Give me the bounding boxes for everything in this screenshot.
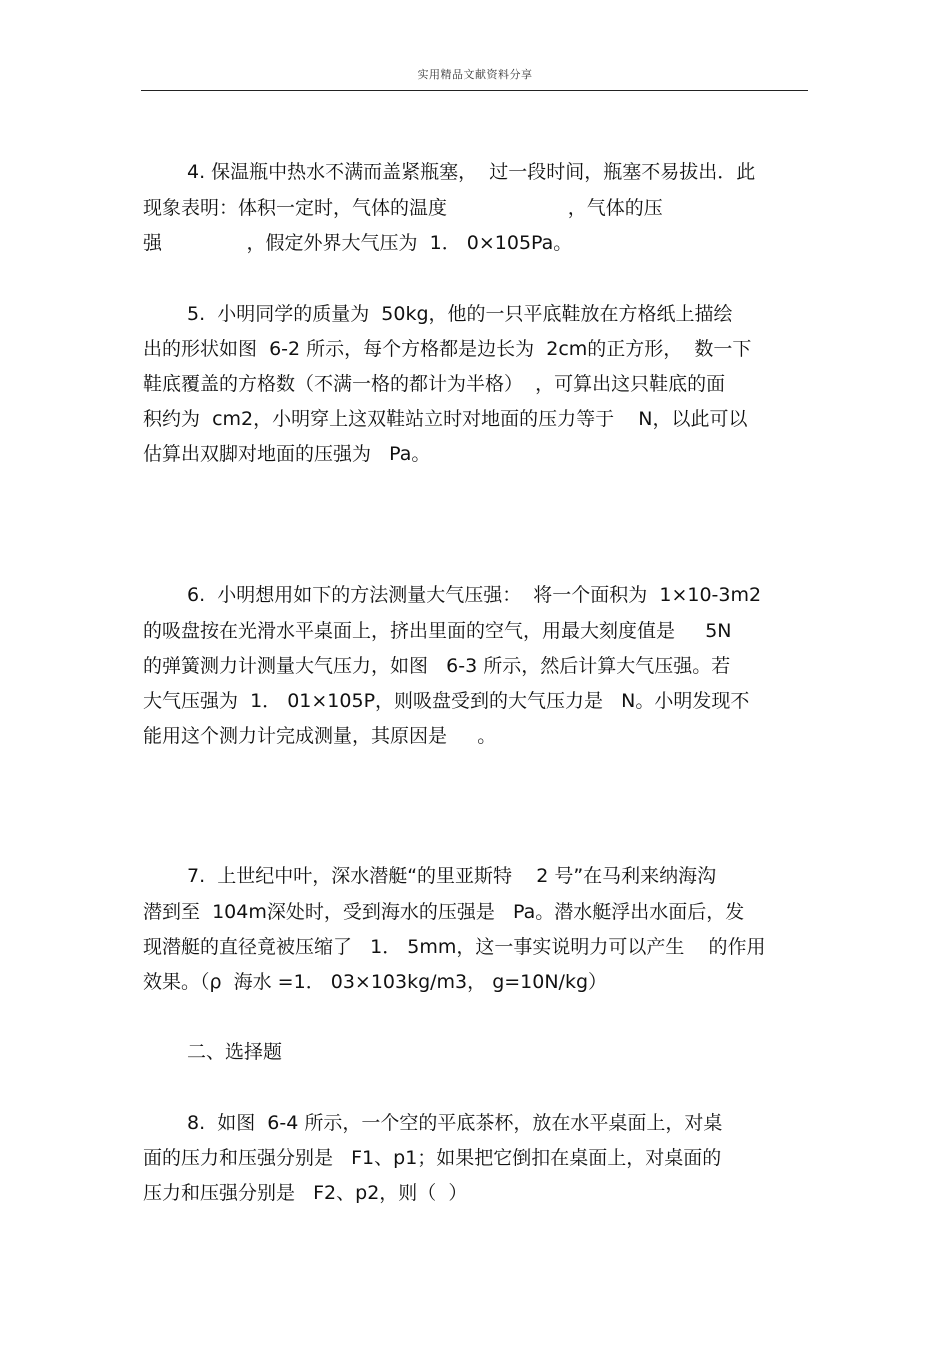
question-5-line-3: 鞋底覆盖的方格数（不满一格的都计为半格） ，可算出这只鞋底的面 — [143, 373, 726, 395]
question-7-line-4: 效果。（ρ 海水 =1． 03×103kg/m3， g=10N/kg） — [143, 971, 608, 993]
question-5-line-2: 出的形状如图 6-2 所示，每个方格都是边长为 2cm的正方形， 数一下 — [143, 338, 752, 360]
header-divider — [141, 90, 808, 91]
question-4-line-2: 现象表明：体积一定时，气体的温度 ，气体的压 — [143, 197, 663, 219]
section-2-heading: 二、选择题 — [187, 1041, 283, 1063]
question-6-line-3: 的弹簧测力计测量大气压力，如图 6-3 所示，然后计算大气压强。若 — [143, 655, 731, 677]
question-8-line-2: 面的压力和压强分别是 F1、p1；如果把它倒扣在桌面上，对桌面的 — [143, 1147, 722, 1169]
question-5-line-4: 积约为 cm2，小明穿上这双鞋站立时对地面的压力等于 N，以此可以 — [143, 408, 748, 430]
question-7-line-2: 潜到至 104m深处时，受到海水的压强是 Pa。潜水艇浮出水面后，发 — [143, 901, 745, 923]
header-title: 实用精品文献资料分享 — [417, 68, 533, 81]
question-6-line-1: 6. 小明想用如下的方法测量大气压强： 将一个面积为 1×10-3m2 — [187, 584, 762, 606]
question-6-line-2: 的吸盘按在光滑水平桌面上，挤出里面的空气，用最大刻度值是 5N — [143, 620, 732, 642]
question-8-line-1: 8. 如图 6-4 所示，一个空的平底茶杯，放在水平桌面上，对桌 — [187, 1112, 723, 1134]
question-5-line-5: 估算出双脚对地面的压强为 Pa。 — [143, 443, 431, 465]
question-4-line-3: 强 ，假定外界大气压为 1． 0×105Pa。 — [143, 232, 573, 254]
question-7-line-1: 7. 上世纪中叶，深水潜艇“的里亚斯特 2 号”在马利来纳海沟 — [187, 865, 717, 887]
question-8-line-3: 压力和压强分别是 F2、p2，则（ ） — [143, 1182, 468, 1204]
question-5-line-1: 5. 小明同学的质量为 50kg，他的一只平底鞋放在方格纸上描绘 — [187, 303, 733, 325]
question-4-line-1: 4. 保温瓶中热水不满而盖紧瓶塞， 过一段时间，瓶塞不易拔出．此 — [187, 161, 756, 183]
question-6-line-5: 能用这个测力计完成测量，其原因是 。 — [143, 725, 497, 747]
question-6-line-4: 大气压强为 1． 01×105P，则吸盘受到的大气压力是 N。小明发现不 — [143, 690, 750, 712]
question-7-line-3: 现潜艇的直径竟被压缩了 1． 5mm，这一事实说明力可以产生 的作用 — [143, 936, 766, 958]
